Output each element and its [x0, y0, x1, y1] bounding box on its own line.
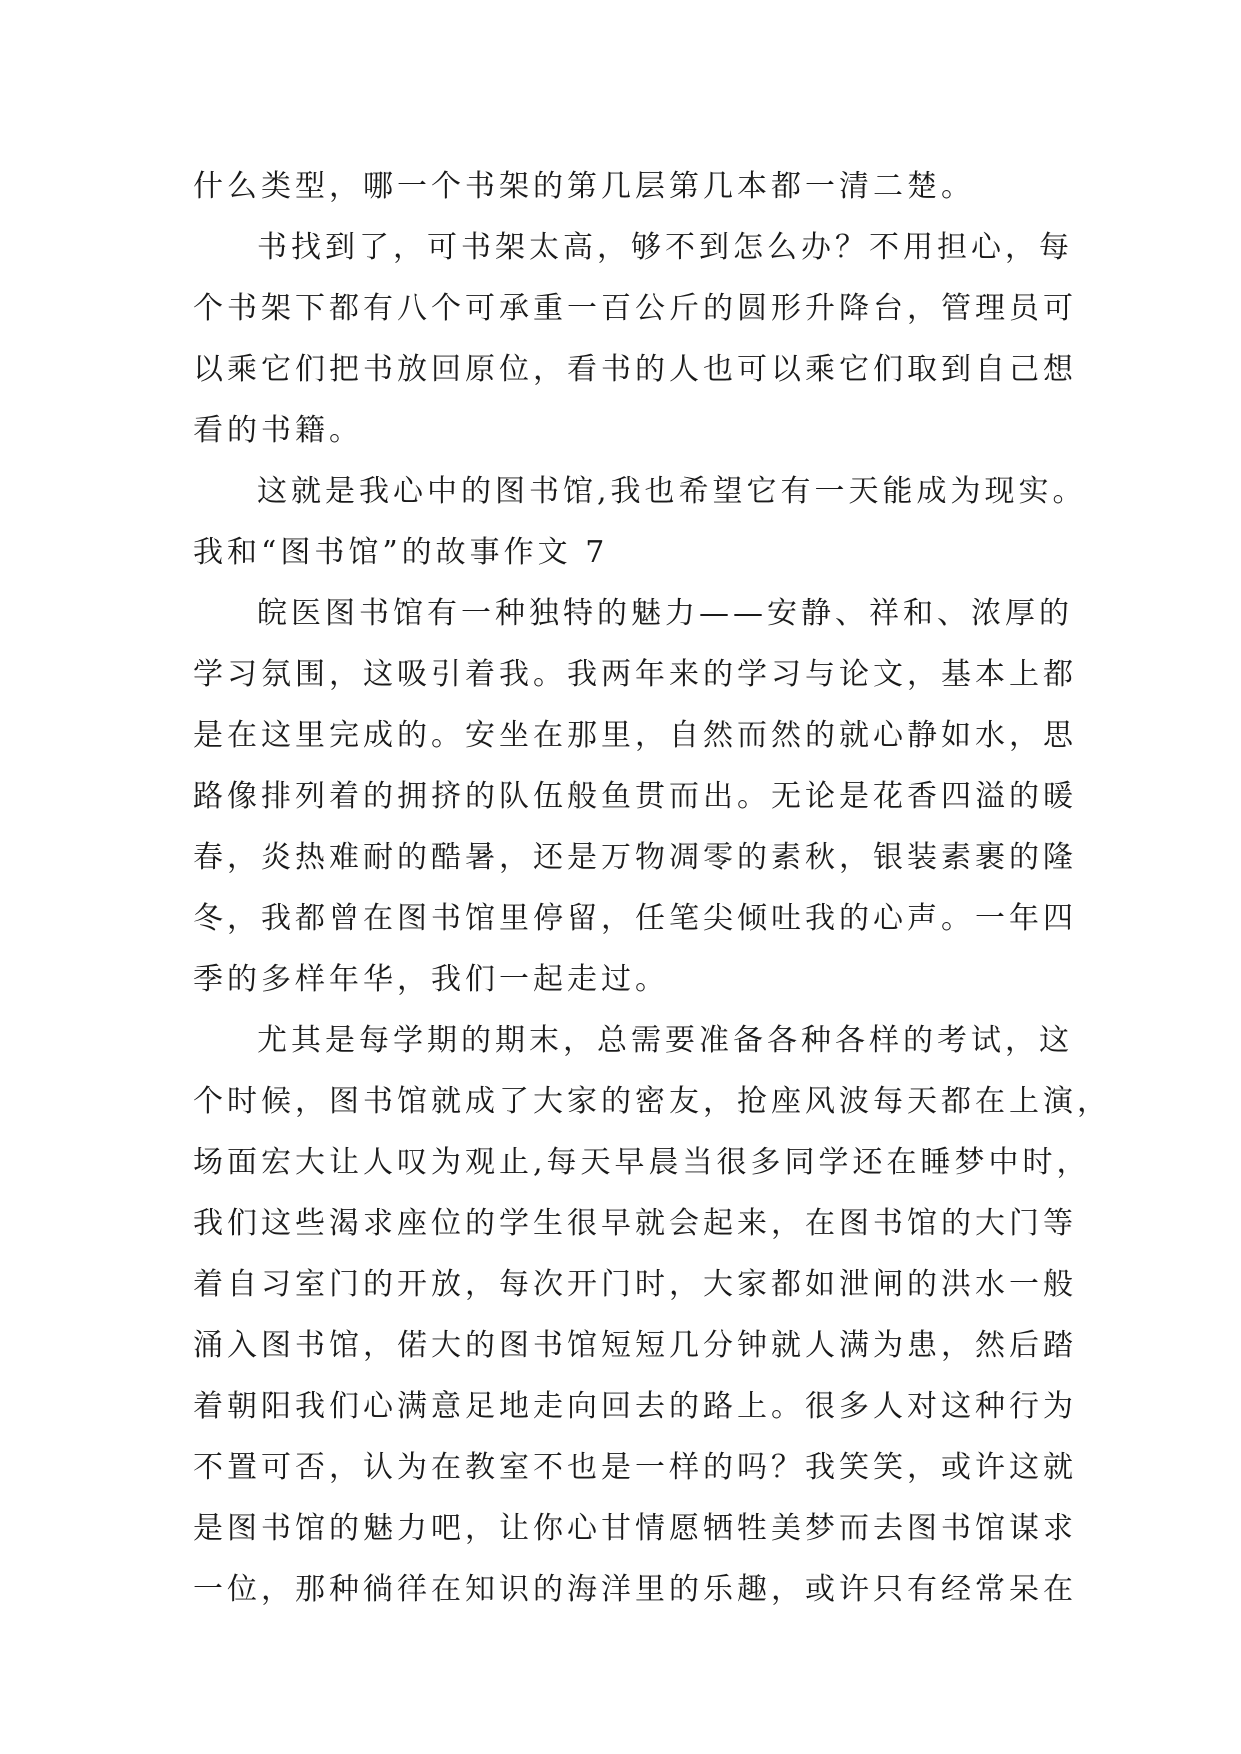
text-line: 冬，我都曾在图书馆里停留，任笔尖倾吐我的心声。一年四 [193, 901, 1077, 936]
text-line: 着朝阳我们心满意足地走向回去的路上。很多人对这种行为 [193, 1389, 1077, 1424]
text-line: 不置可否，认为在教室不也是一样的吗？我笑笑，或许这就 [193, 1450, 1077, 1485]
text-line: 是在这里完成的。安坐在那里，自然而然的就心静如水，思 [193, 718, 1077, 753]
text-line: 季的多样年华，我们一起走过。 [193, 962, 669, 997]
text-line: 这就是我心中的图书馆,我也希望它有一天能成为现实。 [257, 474, 1087, 509]
text-line: 着自习室门的开放，每次开门时，大家都如泄闸的洪水一般 [193, 1267, 1077, 1302]
text-line: 路像排列着的拥挤的队伍般鱼贯而出。无论是花香四溢的暖 [193, 779, 1077, 814]
text-line: 个书架下都有八个可承重一百公斤的圆形升降台，管理员可 [193, 291, 1077, 326]
text-line: 学习氛围，这吸引着我。我两年来的学习与论文，基本上都 [193, 657, 1077, 692]
text-line: 春，炎热难耐的酷暑，还是万物凋零的素秋，银装素裹的隆 [193, 840, 1077, 875]
text-line: 我们这些渴求座位的学生很早就会起来，在图书馆的大门等 [193, 1206, 1077, 1241]
text-line: 以乘它们把书放回原位，看书的人也可以乘它们取到自己想 [193, 352, 1077, 387]
text-line: 什么类型，哪一个书架的第几层第几本都一清二楚。 [193, 169, 975, 204]
text-line: 看的书籍。 [193, 413, 363, 448]
text-line: 书找到了，可书架太高，够不到怎么办？不用担心，每 [257, 230, 1073, 265]
text-line: 是图书馆的魅力吧，让你心甘情愿牺牲美梦而去图书馆谋求 [193, 1511, 1077, 1546]
text-line: 皖医图书馆有一种独特的魅力——安静、祥和、浓厚的 [257, 596, 1073, 631]
text-line: 场面宏大让人叹为观止,每天早晨当很多同学还在睡梦中时， [193, 1145, 1091, 1180]
essay-text [193, 156, 1111, 1620]
text-line: 一位，那种徜徉在知识的海洋里的乐趣，或许只有经常呆在 [193, 1572, 1077, 1607]
text-line: 涌入图书馆，偌大的图书馆短短几分钟就人满为患，然后踏 [193, 1328, 1077, 1363]
text-line: 个时候，图书馆就成了大家的密友，抢座风波每天都在上演， [193, 1084, 1111, 1119]
section-heading: 我和“图书馆”的故事作文 7 [193, 535, 609, 570]
text-line: 尤其是每学期的期末，总需要准备各种各样的考试，这 [257, 1023, 1073, 1058]
